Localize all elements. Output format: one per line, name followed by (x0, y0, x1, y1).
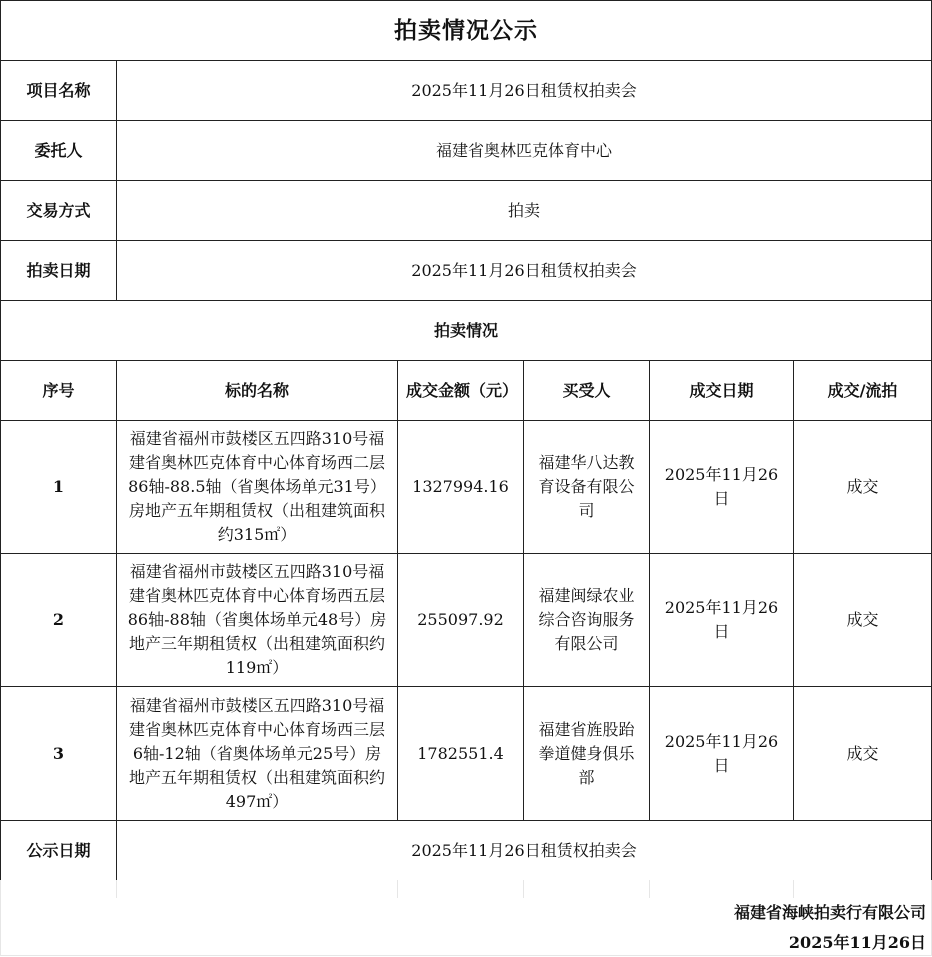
header-amount: 成交金额（元） (397, 360, 524, 421)
label-client: 委托人 (0, 120, 117, 181)
row-2-amount: 255097.92 (397, 553, 524, 687)
section-title: 拍卖情况 (0, 300, 932, 361)
header-index: 序号 (0, 360, 117, 421)
row-1-status: 成交 (793, 420, 932, 554)
row-2-index: 2 (0, 553, 117, 687)
label-auction-date: 拍卖日期 (0, 240, 117, 301)
row-1-amount: 1327994.16 (397, 420, 524, 554)
row-3-status: 成交 (793, 686, 932, 821)
row-1-item-name: 福建省福州市鼓楼区五四路310号福建省奥林匹克体育中心体育场西二层86轴-88.5轴（省奥体场单元31号）房地产五年期租赁权（出租建筑面积约315㎡） (116, 420, 398, 554)
value-notice-date: 2025年11月26日租赁权拍卖会 (116, 820, 932, 881)
blank-grid-cell (523, 880, 650, 899)
row-3-deal-date: 2025年11月26日 (649, 686, 794, 821)
value-trade-method: 拍卖 (116, 180, 932, 241)
header-buyer: 买受人 (523, 360, 650, 421)
value-client: 福建省奥林匹克体育中心 (116, 120, 932, 181)
row-1-buyer: 福建华八达教育设备有限公司 (523, 420, 650, 554)
header-status: 成交/流拍 (793, 360, 932, 421)
row-2-buyer: 福建闽绿农业综合咨询服务有限公司 (523, 553, 650, 687)
footer-company: 福建省海峡拍卖行有限公司 (733, 903, 926, 922)
row-3-amount: 1782551.4 (397, 686, 524, 821)
row-2-item-name: 福建省福州市鼓楼区五四路310号福建省奥林匹克体育中心体育场西五层86轴-88轴（省奥体场单元48号）房地产三年期租赁权（出租建筑面积约119㎡） (116, 553, 398, 687)
blank-grid-cell (116, 880, 398, 899)
blank-grid-cell (0, 880, 117, 899)
value-auction-date: 2025年11月26日租赁权拍卖会 (116, 240, 932, 301)
header-deal-date: 成交日期 (649, 360, 794, 421)
row-2-deal-date: 2025年11月26日 (649, 553, 794, 687)
label-project-name: 项目名称 (0, 60, 117, 121)
page-title: 拍卖情况公示 (0, 0, 932, 61)
footer-date: 2025年11月26日 (788, 933, 926, 952)
value-project-name: 2025年11月26日租赁权拍卖会 (116, 60, 932, 121)
header-item-name: 标的名称 (116, 360, 398, 421)
label-trade-method: 交易方式 (0, 180, 117, 241)
row-1-deal-date: 2025年11月26日 (649, 420, 794, 554)
row-1-index: 1 (0, 420, 117, 554)
blank-grid-cell (649, 880, 794, 899)
row-3-index: 3 (0, 686, 117, 821)
row-3-item-name: 福建省福州市鼓楼区五四路310号福建省奥林匹克体育中心体育场西三层6轴-12轴（省奥体场单元25号）房地产五年期租赁权（出租建筑面积约497㎡） (116, 686, 398, 821)
row-3-buyer: 福建省旌股跆拳道健身俱乐部 (523, 686, 650, 821)
label-notice-date: 公示日期 (0, 820, 117, 881)
row-2-status: 成交 (793, 553, 932, 687)
blank-grid-cell (397, 880, 524, 899)
blank-grid-cell (793, 880, 932, 899)
